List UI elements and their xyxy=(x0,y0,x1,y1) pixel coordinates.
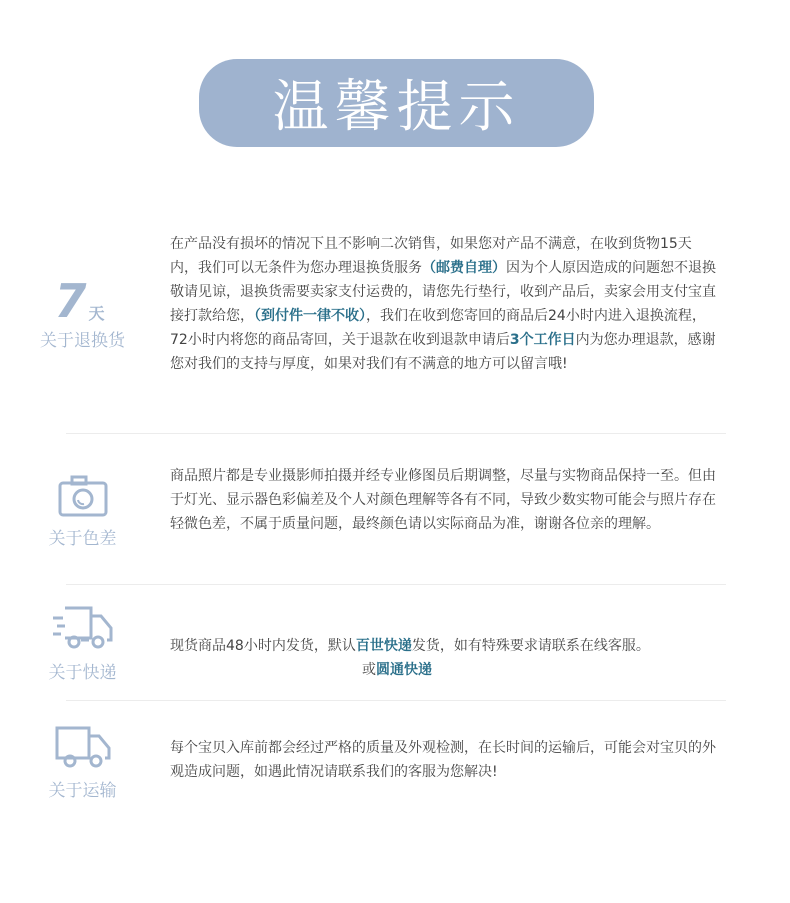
express-paragraph: 现货商品48小时内发货，默认百世快递发货，如有特殊要求请联系在线客服。 或圆通快递 xyxy=(170,638,650,678)
cod-note: （到付件一律不收） xyxy=(254,308,366,324)
courier-yto: 圆通快递 xyxy=(376,662,432,678)
express-label: 关于快递 xyxy=(48,663,117,683)
returns-label: 关于退换货 xyxy=(40,331,125,351)
returns-days-unit: 天 xyxy=(88,304,105,323)
divider xyxy=(66,433,726,434)
color-diff-paragraph: 商品照片都是专业摄影师拍摄并经专业修图员后期调整，尽量与实物商品保持一至。但由于灯光、显示器色彩偏差及个人对颜色理解等各有不同，导致少数实物可能会与照片存在轻微色差，不属于质量问题，最终颜色请以实际商品为准，谢谢各位亲的理解。 xyxy=(170,468,716,532)
color-diff-label: 关于色差 xyxy=(48,529,117,549)
returns-paragraph: 在产品没有损坏的情况下且不影响二次销售，如果您对产品不满意，在收到货物15天内，我们可以无条件为您办理退换货服务（邮费自理）因为个人原因造成的问题恕不退换敬请见谅，退换货需要卖家支付运费的，请您先行垫行，收到产品后，卖家会用支付宝直接打款给您，（到付件一律不收），我们在收到您寄回的商品后24小时内进入退换流程，72小时内将您的商品寄回，关于退款在收到退款申请后3个工作日内为您办理退款，感谢您对我们的支持与厚度，如果对我们有不满意的地方可以留言哦! xyxy=(170,236,716,372)
express-badge xyxy=(20,604,145,683)
returns-days-number: 7 xyxy=(54,274,87,328)
color-diff-badge xyxy=(20,474,145,549)
page-title: 温馨提示 xyxy=(272,75,521,140)
camera-icon xyxy=(20,474,145,518)
divider xyxy=(66,700,726,701)
refund-days: 3个工作日 xyxy=(509,332,576,348)
returns-badge xyxy=(20,274,145,351)
courier-best: 百世快递 xyxy=(355,638,412,654)
shipping-badge xyxy=(20,724,145,801)
shipping-label: 关于运输 xyxy=(48,781,117,801)
fast-delivery-truck-icon xyxy=(20,604,145,654)
truck-icon xyxy=(20,724,145,770)
postage-note: （邮费自理） xyxy=(422,260,506,276)
divider xyxy=(66,584,726,585)
shipping-paragraph: 每个宝贝入库前都会经过严格的质量及外观检测，在长时间的运输后，可能会对宝贝的外观造成问题，如遇此情况请联系我们的客服为您解决! xyxy=(170,740,716,780)
title-banner xyxy=(199,59,594,147)
